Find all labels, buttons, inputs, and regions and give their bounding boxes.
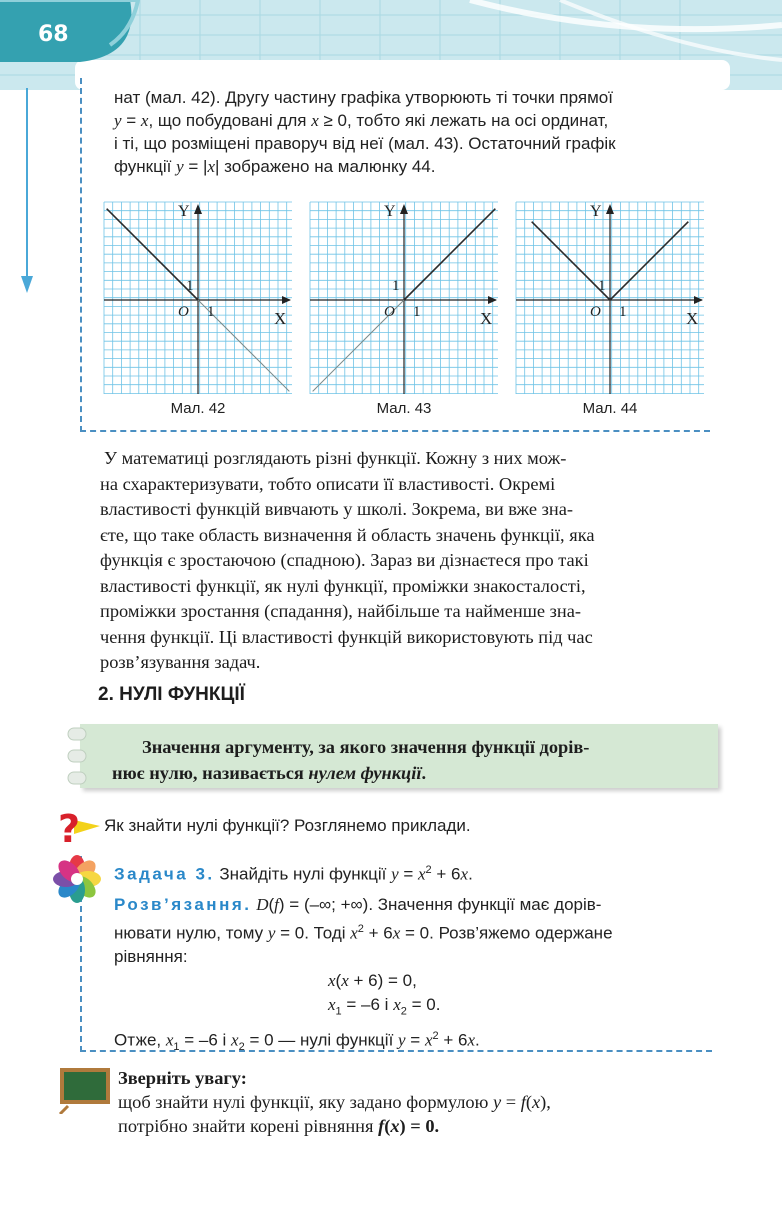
chalkboard-icon: [58, 1066, 110, 1114]
question-mark-icon: [56, 806, 102, 848]
unit-x-label: 1: [619, 304, 627, 320]
caption-43: Мал. 43: [376, 400, 432, 417]
x-axis-label: X: [686, 309, 699, 328]
graph-43: [308, 200, 500, 396]
page-number: 68: [38, 22, 69, 47]
y-axis-label: Y: [590, 203, 602, 220]
origin-label: O: [384, 304, 395, 320]
definition-text: Значення аргументу, за якого значення функції дорів- нює нулю, називається нулем функції.: [112, 737, 590, 783]
unit-x-label: 1: [207, 304, 215, 320]
origin-label: O: [178, 304, 189, 320]
unit-y-label: 1: [598, 278, 606, 294]
caption-42: Мал. 42: [170, 400, 226, 417]
header-decoration: [0, 0, 782, 90]
unit-y-label: 1: [186, 278, 194, 294]
intro-text: нат (мал. 42). Другу частину графіка утворюють ті точки прямої y = x, що побудовані для x ≥ 0, тобто які лежать на осі ординат, і ті, що розміщені праворуч від неї (мал. 43). Остаточний графік функції y = |x| зображено на малюнку 44.: [114, 88, 616, 176]
section-heading: 2. НУЛІ ФУНКЦІЇ: [98, 684, 245, 705]
caption-44: Мал. 44: [582, 400, 638, 417]
task-block: Задача 3. Знайдіть нулі функції $y = x^2 + 6x$. Розв’язання. D(f) = (–∞; +∞). Значення функції має дорів- нювати нулю, тому y = 0. Тоді $x^2 + 6x = 0$. Розв’яжемо одержане рівняння: x(x + 6) = 0, $x_1 = -6$ і $x_2 = 0$. Отже, $x_1 = -6$ і $x_2 = 0$ — нулі функції $y = x^2 + 6x$.: [114, 864, 613, 1053]
body-paragraph: У математиці розглядають різні функції. Кожну з них мож- на схарактеризувати, тобто описати її властивості. Окремі властивості функцій вивчають у школі. Зокрема, ви вже зна- єте, що таке область визначення й область значень функції, яка функція є зростаючою (спадною). Зараз ви дізнаєтеся про такі властивості функції, як нулі функції, проміжки знакосталості, проміжки зростання (спадання), найбільше та найменше зна- чення функції. Ці властивості функцій використовують під час розв’язування задач.: [100, 448, 595, 672]
down-arrow-icon: [18, 88, 38, 298]
unit-y-label: 1: [392, 278, 400, 294]
y-axis-label: Y: [384, 203, 396, 220]
function-line: [610, 222, 688, 300]
y-axis-arrow: [606, 204, 614, 214]
graph-42: [102, 200, 294, 396]
y-axis-label: Y: [178, 203, 190, 220]
svg-text:?: ?: [58, 807, 81, 848]
binder-tabs-icon: [64, 726, 94, 788]
y-axis-arrow: [194, 204, 202, 214]
origin-label: O: [590, 304, 601, 320]
y-axis-arrow: [400, 204, 408, 214]
graph-44: [514, 200, 706, 396]
unit-x-label: 1: [413, 304, 421, 320]
flower-icon: [52, 854, 102, 906]
note-block: Зверніть увагу: щоб знайти нулі функції, яку задано формулою y = f(x), потрібно знайти корені рівняння f(x) = 0.: [118, 1068, 551, 1136]
x-axis-label: X: [274, 309, 287, 328]
x-axis-label: X: [480, 309, 493, 328]
question-text: Як знайти нулі функції? Розглянемо приклади.: [104, 816, 471, 835]
